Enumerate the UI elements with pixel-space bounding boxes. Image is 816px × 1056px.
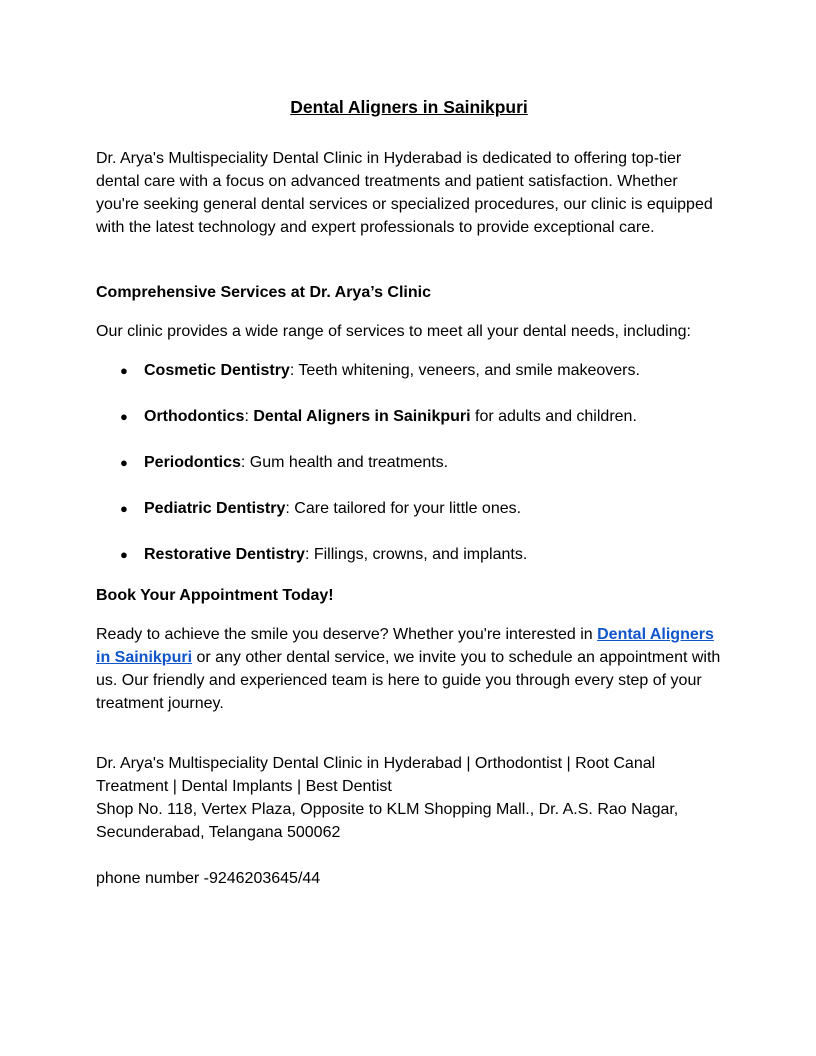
service-separator: : xyxy=(244,408,254,425)
phone-number: phone number -9246203645/44 xyxy=(96,870,321,887)
service-desc: : Fillings, crowns, and implants. xyxy=(304,546,528,563)
service-desc: : Care tailored for your little ones. xyxy=(285,500,522,517)
list-item xyxy=(120,451,722,474)
clinic-address-block xyxy=(96,752,722,844)
list-item xyxy=(120,405,722,428)
service-name: Pediatric Dentistry xyxy=(144,500,286,517)
bullet-icon: ● xyxy=(120,455,128,470)
intro-paragraph: Dr. Arya's Multispeciality Dental Clinic in Hyderabad is dedicated to offering top-tier dental care with a focus on advanced treatments and patient satisfaction. Whether you're seeking general dental services or specialized procedures, our clinic is equipped with the latest technology and expert professionals to provide exceptional care. xyxy=(96,150,713,236)
service-desc: for adults and children. xyxy=(470,408,637,425)
list-item xyxy=(120,359,722,382)
service-desc: : Gum health and treatments. xyxy=(240,454,449,471)
bullet-icon: ● xyxy=(120,547,128,562)
booking-text-before: Ready to achieve the smile you deserve? Whether you're interested in xyxy=(96,626,598,643)
service-highlight: Dental Aligners in Sainikpuri xyxy=(253,408,471,425)
services-heading: Comprehensive Services at Dr. Arya’s Clinic xyxy=(96,284,431,301)
services-lead: Our clinic provides a wide range of services to meet all your dental needs, including: xyxy=(96,323,691,340)
bullet-icon: ● xyxy=(120,409,128,424)
clinic-line: Dr. Arya's Multispeciality Dental Clinic in Hyderabad | Orthodontist | Root Canal Treatment | Dental Implants | Best Dentist xyxy=(96,755,656,795)
page-title: Dental Aligners in Sainikpuri xyxy=(290,97,528,117)
service-name: Restorative Dentistry xyxy=(144,546,305,563)
list-item xyxy=(120,497,722,520)
service-name: Orthodontics xyxy=(144,408,245,425)
booking-text-after: or any other dental service, we invite you to schedule an appointment with us. Our friendly and experienced team is here to guide you through every step of your treatment journey. xyxy=(96,649,721,712)
services-list xyxy=(96,359,722,566)
service-name: Periodontics xyxy=(144,454,241,471)
dental-aligners-link[interactable]: Dental Aligners in Sainikpuri xyxy=(96,626,714,666)
bullet-icon: ● xyxy=(120,501,128,516)
bullet-icon: ● xyxy=(120,363,128,378)
list-item xyxy=(120,543,722,566)
clinic-address: Shop No. 118, Vertex Plaza, Opposite to KLM Shopping Mall., Dr. A.S. Rao Nagar, Secunderabad, Telangana 500062 xyxy=(96,801,679,841)
document-page xyxy=(96,95,722,890)
service-name: Cosmetic Dentistry xyxy=(144,362,290,379)
booking-paragraph xyxy=(96,623,722,715)
service-desc: : Teeth whitening, veneers, and smile makeovers. xyxy=(289,362,640,379)
booking-heading: Book Your Appointment Today! xyxy=(96,587,334,604)
